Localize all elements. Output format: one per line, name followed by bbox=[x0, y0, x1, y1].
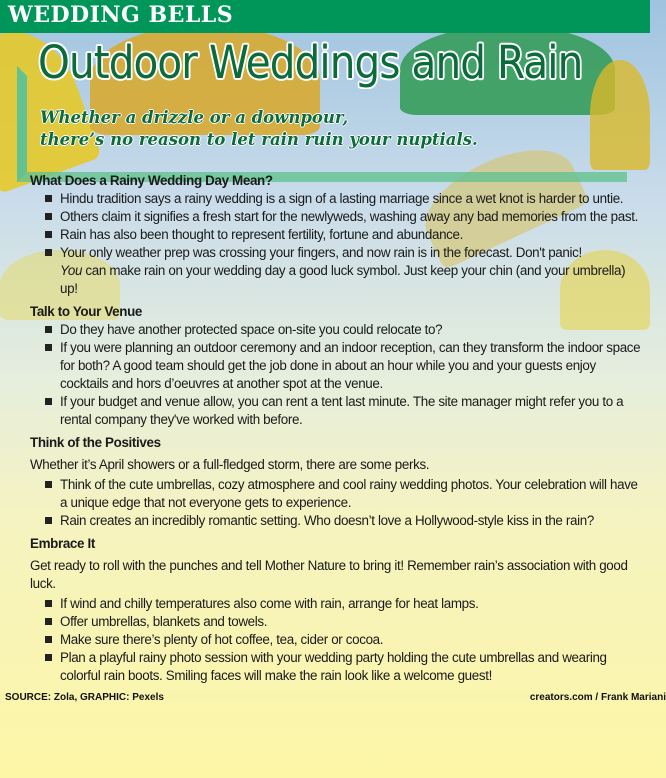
list-item bbox=[30, 190, 642, 208]
page-title: Outdoor Weddings and Rain bbox=[38, 36, 583, 89]
bullet-list bbox=[30, 476, 642, 530]
bullet-icon bbox=[45, 326, 52, 333]
section-heading: What Does a Rainy Wedding Day Mean? bbox=[30, 173, 273, 188]
bullet-icon bbox=[45, 344, 52, 351]
item-text: Think of the cute umbrellas, cozy atmosphere and cool rainy wedding photos. Your celebration will have a unique edge that not everyone gets to experience. bbox=[60, 477, 638, 510]
source-credit: SOURCE: Zola, GRAPHIC: Pexels bbox=[5, 692, 164, 703]
item-text: Hindu tradition says a rainy wedding is a sign of a lasting marriage since a wet knot is harder to untie. bbox=[60, 191, 624, 206]
list-item bbox=[30, 339, 642, 393]
bullet-icon bbox=[45, 636, 52, 643]
item-text: Offer umbrellas, blankets and towels. bbox=[60, 614, 268, 629]
bullet-icon bbox=[45, 517, 52, 524]
bullet-icon bbox=[45, 231, 52, 238]
list-item bbox=[30, 393, 642, 429]
section-heading: Embrace It bbox=[30, 536, 95, 551]
list-item bbox=[30, 226, 642, 244]
bullet-icon bbox=[45, 195, 52, 202]
bullet-icon bbox=[45, 249, 52, 256]
item-text: If you were planning an outdoor ceremony and an indoor reception, can they transform the indoor space for both? A good team should get the job done in about an hour while you and your guests enjoy cocktails and hors d’oeuvres at another spot at the venue. bbox=[60, 340, 641, 391]
list-item bbox=[30, 512, 642, 530]
item-text: Make sure there’s plenty of hot coffee, tea, cider or cocoa. bbox=[60, 632, 384, 647]
author-credit: creators.com / Frank Mariani bbox=[529, 692, 666, 703]
subtitle-line: Whether a drizzle or a downpour, bbox=[40, 108, 349, 127]
list-item bbox=[30, 244, 642, 298]
section-kicker: WEDDING BELLS bbox=[8, 2, 234, 28]
bullet-list bbox=[30, 190, 642, 298]
list-item bbox=[30, 631, 642, 649]
list-item bbox=[30, 649, 642, 685]
section-heading: Think of the Positives bbox=[30, 435, 161, 450]
item-text: If wind and chilly temperatures also come with rain, arrange for heat lamps. bbox=[60, 596, 479, 611]
footer bbox=[5, 691, 666, 704]
bullet-list bbox=[30, 595, 642, 685]
item-text: can make rain on your wedding day a good luck symbol. Just keep your chin (and your umbrella) up! bbox=[60, 263, 626, 296]
item-text: Rain creates an incredibly romantic setting. Who doesn’t love a Hollywood-style kiss in the rain? bbox=[60, 513, 594, 528]
section-intro: Get ready to roll with the punches and tell Mother Nature to bring it! Remember rain’s association with good luck. bbox=[30, 558, 628, 591]
bullet-icon bbox=[45, 600, 52, 607]
section-heading: Talk to Your Venue bbox=[30, 304, 143, 319]
bullet-list bbox=[30, 321, 642, 429]
section-banner bbox=[0, 0, 650, 33]
subtitle-line: there’s no reason to let rain ruin your nuptials. bbox=[40, 130, 478, 149]
bullet-icon bbox=[45, 481, 52, 488]
item-text: Others claim it signifies a fresh start for the newlyweds, washing away any bad memories from the past. bbox=[60, 209, 638, 224]
bullet-icon bbox=[45, 398, 52, 405]
item-text: Rain has also been thought to represent fertility, fortune and abundance. bbox=[60, 227, 463, 242]
list-item bbox=[30, 476, 642, 512]
item-text: Your only weather prep was crossing your fingers, and now rain is in the forecast. Don't panic! bbox=[60, 245, 582, 260]
item-text: Plan a playful rainy photo session with your wedding party holding the cute umbrellas and wearing colorful rain boots. Smiling faces will make the rain look like a welcome guest! bbox=[60, 650, 607, 683]
list-item bbox=[30, 321, 642, 339]
article-body bbox=[5, 172, 666, 704]
subtitle bbox=[40, 107, 478, 151]
item-text: If your budget and venue allow, you can rent a tent last minute. The site manager might refer you to a rental company they've worked with before. bbox=[60, 394, 624, 427]
bullet-icon bbox=[45, 618, 52, 625]
section-intro: Whether it’s April showers or a full-fledged storm, there are some perks. bbox=[30, 457, 430, 472]
item-text-italic: You bbox=[60, 263, 83, 278]
list-item bbox=[30, 613, 642, 631]
list-item bbox=[30, 595, 642, 613]
bullet-icon bbox=[45, 654, 52, 661]
item-text: Do they have another protected space on-site you could relocate to? bbox=[60, 322, 443, 337]
bullet-icon bbox=[45, 213, 52, 220]
list-item bbox=[30, 208, 642, 226]
